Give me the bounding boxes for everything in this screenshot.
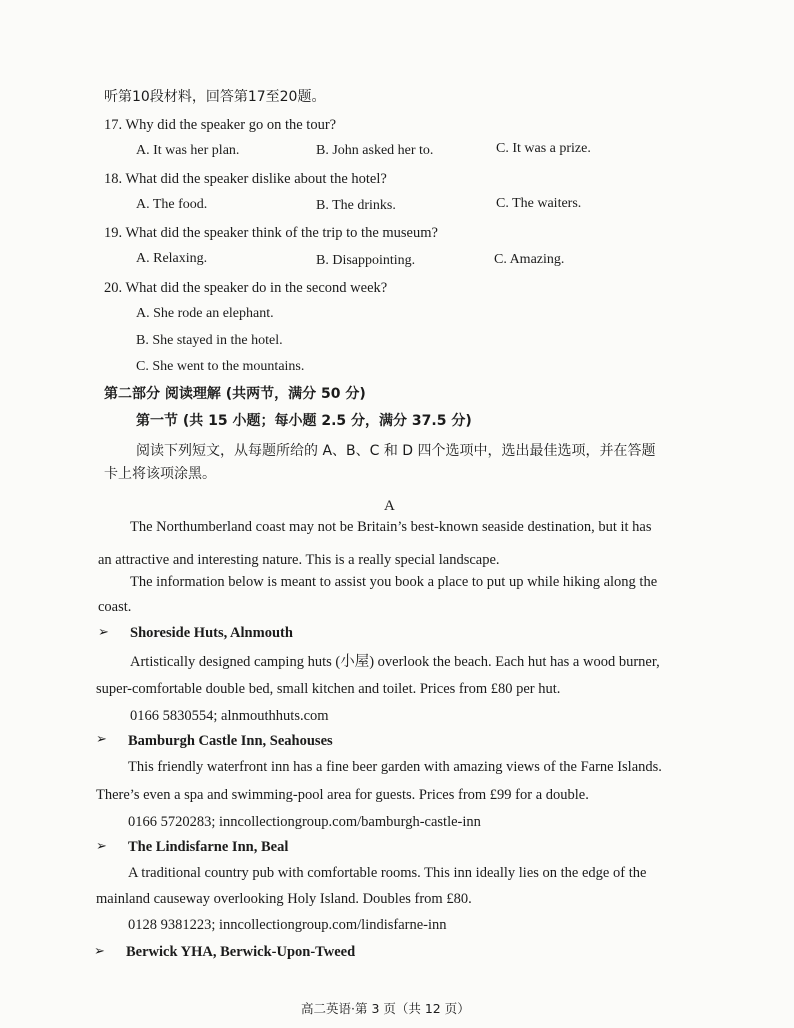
place-2-line-2: There’s even a spa and swimming-pool area for guests. Prices from £99 for a double. bbox=[96, 787, 589, 803]
section-intro: 听第10段材料，回答第17至20题。 bbox=[104, 89, 326, 105]
place-3-line-2: mainland causeway overlooking Holy Island. Doubles from £80. bbox=[96, 891, 472, 907]
place-3-name: The Lindisfarne Inn, Beal bbox=[128, 839, 289, 855]
question-19-option-c: C. Amazing. bbox=[494, 252, 565, 267]
place-3-contact: 0128 9381223; inncollectiongroup.com/lindisfarne-inn bbox=[128, 917, 447, 933]
place-3-line-1: A traditional country pub with comfortable rooms. This inn ideally lies on the edge of the bbox=[128, 865, 647, 881]
intro-paragraph-1-line-2: an attractive and interesting nature. This is a really special landscape. bbox=[98, 552, 500, 568]
instruction-line-1: 阅读下列短文，从每题所给的 A、B、C 和 D 四个选项中，选出最佳选项，并在答题 bbox=[136, 443, 656, 459]
bullet-arrow-icon: ➢ bbox=[94, 944, 105, 959]
instruction-line-2: 卡上将该项涂黑。 bbox=[104, 466, 216, 482]
question-17-option-c: C. It was a prize. bbox=[496, 141, 591, 156]
place-2-contact: 0166 5720283; inncollectiongroup.com/bamburgh-castle-inn bbox=[128, 814, 481, 830]
bullet-arrow-icon: ➢ bbox=[98, 625, 109, 640]
question-20-stem: 20. What did the speaker do in the second week? bbox=[104, 280, 388, 296]
question-17-option-a: A. It was her plan. bbox=[136, 143, 240, 158]
question-20-option-c: C. She went to the mountains. bbox=[136, 359, 305, 374]
question-18-option-c: C. The waiters. bbox=[496, 196, 582, 211]
bullet-arrow-icon: ➢ bbox=[96, 839, 107, 854]
bullet-arrow-icon: ➢ bbox=[96, 732, 107, 747]
place-1-name: Shoreside Huts, Alnmouth bbox=[130, 625, 293, 641]
question-19-option-b: B. Disappointing. bbox=[316, 253, 416, 268]
intro-paragraph-2-line-2: coast. bbox=[98, 599, 132, 615]
place-1-line-2: super-comfortable double bed, small kitchen and toilet. Prices from £80 per hut. bbox=[96, 681, 561, 697]
question-17-option-b: B. John asked her to. bbox=[316, 143, 434, 158]
question-18-stem: 18. What did the speaker dislike about the hotel? bbox=[104, 171, 387, 187]
place-1-contact: 0166 5830554; alnmouthhuts.com bbox=[130, 708, 329, 724]
place-2-line-1: This friendly waterfront inn has a fine beer garden with amazing views of the Farne Islands. bbox=[128, 759, 662, 775]
place-2-name: Bamburgh Castle Inn, Seahouses bbox=[128, 733, 333, 749]
passage-label: A bbox=[384, 498, 395, 514]
question-18-option-a: A. The food. bbox=[136, 197, 208, 212]
intro-paragraph-2-line-1: The information below is meant to assist you book a place to put up while hiking along the bbox=[130, 574, 658, 590]
question-20-option-a: A. She rode an elephant. bbox=[136, 306, 274, 321]
question-19-option-a: A. Relaxing. bbox=[136, 251, 208, 266]
intro-paragraph-1-line-1: The Northumberland coast may not be Britain’s best-known seaside destination, but it has bbox=[130, 519, 652, 535]
place-4-name: Berwick YHA, Berwick-Upon-Tweed bbox=[126, 944, 356, 960]
page-footer: 高二英语·第 3 页（共 12 页） bbox=[301, 1001, 470, 1016]
question-19-stem: 19. What did the speaker think of the trip to the museum? bbox=[104, 225, 438, 241]
question-20-option-b: B. She stayed in the hotel. bbox=[136, 333, 283, 348]
question-18-option-b: B. The drinks. bbox=[316, 198, 396, 213]
question-17-stem: 17. Why did the speaker go on the tour? bbox=[104, 117, 337, 133]
part2-title: 第二部分 阅读理解 (共两节，满分 50 分) bbox=[104, 386, 366, 402]
section1-title: 第一节 (共 15 小题；每小题 2.5 分，满分 37.5 分) bbox=[136, 413, 472, 429]
place-1-line-1: Artistically designed camping huts (小屋) overlook the beach. Each hut has a wood burner, bbox=[130, 654, 660, 670]
